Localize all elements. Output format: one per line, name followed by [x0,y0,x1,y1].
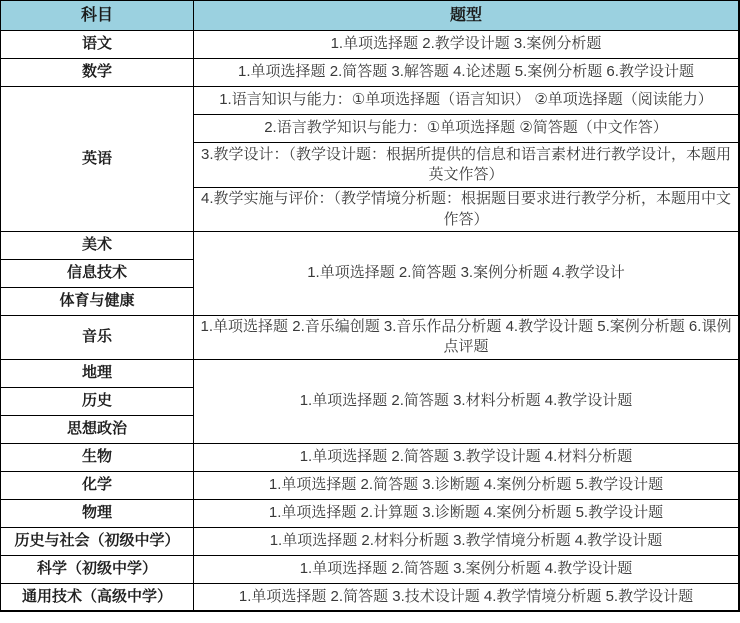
subject-cell: 思想政治 [1,415,194,443]
question-types-cell: 1.单项选择题 2.简答题 3.案例分析题 4.教学设计 [194,232,740,316]
subject-cell: 体育与健康 [1,288,194,316]
table-row-music [1,316,740,360]
subject-cell: 生物 [1,443,194,471]
question-types-cell: 4.教学实施与评价：（教学情境分析题：根据题目要求进行教学分析，本题用中文作答） [194,188,740,232]
subject-cell: 语文 [1,31,194,59]
table-row-art [1,232,740,260]
question-types-cell: 1.单项选择题 2.简答题 3.案例分析题 4.教学设计题 [194,555,740,583]
question-types-cell: 2.语言教学知识与能力：①单项选择题 ②简答题（中文作答） [194,115,740,143]
table-row-math [1,59,740,87]
question-types-cell: 1.单项选择题 2.简答题 3.解答题 4.论述题 5.案例分析题 6.教学设计题 [194,59,740,87]
table-row-english-1 [1,87,740,115]
subject-cell: 物理 [1,499,194,527]
question-types-cell: 1.单项选择题 2.简答题 3.诊断题 4.案例分析题 5.教学设计题 [194,471,740,499]
table-header-row [1,1,740,31]
subject-column-header: 科目 [1,1,194,31]
table-row-science-junior [1,555,740,583]
table-row-chinese [1,31,740,59]
table-row-geography [1,359,740,387]
subject-cell: 历史与社会（初级中学） [1,527,194,555]
subject-cell: 历史 [1,387,194,415]
subject-cell: 音乐 [1,316,194,360]
question-types-cell: 1.单项选择题 2.简答题 3.材料分析题 4.教学设计题 [194,359,740,443]
question-type-column-header: 题型 [194,1,740,31]
question-types-cell: 1.语言知识与能力：①单项选择题（语言知识） ②单项选择题（阅读能力） [194,87,740,115]
table-row-general-technology-senior [1,583,740,611]
table-row-biology [1,443,740,471]
subject-cell: 科学（初级中学） [1,555,194,583]
subject-cell: 信息技术 [1,260,194,288]
question-types-cell: 3.教学设计：（教学设计题：根据所提供的信息和语言素材进行教学设计，本题用英文作答） [194,143,740,188]
subject-cell: 化学 [1,471,194,499]
question-types-cell: 1.单项选择题 2.简答题 3.教学设计题 4.材料分析题 [194,443,740,471]
question-types-cell: 1.单项选择题 2.材料分析题 3.教学情境分析题 4.教学设计题 [194,527,740,555]
question-types-cell: 1.单项选择题 2.计算题 3.诊断题 4.案例分析题 5.教学设计题 [194,499,740,527]
subject-cell: 数学 [1,59,194,87]
question-types-cell: 1.单项选择题 2.教学设计题 3.案例分析题 [194,31,740,59]
table-row-history-and-society-junior [1,527,740,555]
table-row-physics [1,499,740,527]
subject-cell: 美术 [1,232,194,260]
subject-cell: 通用技术（高级中学） [1,583,194,611]
question-types-cell: 1.单项选择题 2.音乐编创题 3.音乐作品分析题 4.教学设计题 5.案例分析题 6.课例点评题 [194,316,740,360]
question-types-cell: 1.单项选择题 2.简答题 3.技术设计题 4.教学情境分析题 5.教学设计题 [194,583,740,611]
table-row-chemistry [1,471,740,499]
subject-cell: 地理 [1,359,194,387]
subject-cell: 英语 [1,87,194,232]
